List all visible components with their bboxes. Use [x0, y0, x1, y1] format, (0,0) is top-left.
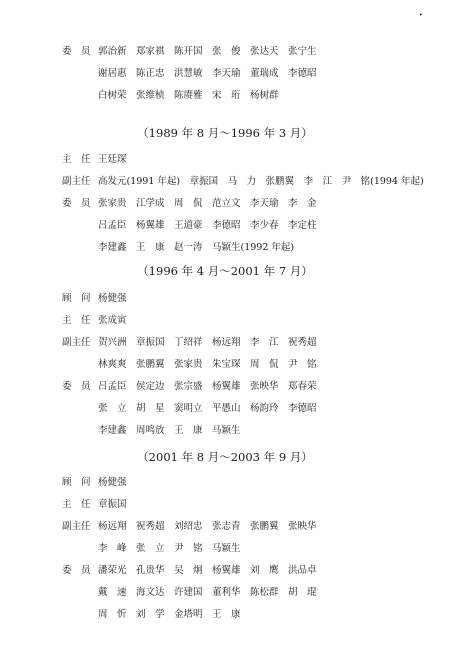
- name-line: 贺兴洲 章振国 丁绍祥 杨远翔 李 江 祝秀超: [98, 337, 317, 348]
- member-row: [62, 379, 442, 395]
- member-row: [62, 519, 442, 535]
- role-label: 副主任: [62, 337, 91, 348]
- role-label: 主 任: [62, 315, 91, 326]
- member-row: [62, 88, 442, 104]
- name-line: 吕孟臣 侯定边 张宗盛 杨翼雄 张映华 郑春荣: [98, 381, 317, 392]
- role-label: 副主任: [62, 176, 91, 187]
- member-row: [62, 475, 442, 491]
- name-line: 林爽爽 张鹏翼 张家贵 朱宝琛 周 侃 尹 铭: [98, 359, 317, 370]
- member-row: [62, 335, 442, 351]
- name-line: 章振国: [98, 499, 127, 510]
- name-line: 张 立 胡 星 窦明立 平愚山 杨韵玲 李德昭: [98, 403, 317, 414]
- member-row: [62, 563, 442, 579]
- role-label: 主 任: [62, 154, 91, 165]
- name-line: 杨健强: [98, 477, 127, 488]
- role-label: 主 任: [62, 499, 91, 510]
- name-line: 杨远翔 祝秀超 刘绍忠 张志青 张鹏翼 张映华: [98, 521, 317, 532]
- member-row: [62, 291, 442, 307]
- member-row: [62, 174, 442, 190]
- name-line: 白树荣 张维桢 陈赓雅 宋 珩 杨树群: [98, 90, 279, 101]
- name-line: 王廷琛: [98, 154, 127, 165]
- name-line: 杨健强: [98, 293, 127, 304]
- name-line: 郭治新 郑家祺 陈开国 张 俊 张达天 张宁生: [98, 46, 317, 57]
- member-row: [62, 44, 442, 60]
- name-line: 张家贵 江学成 周 侃 范立文 李天瑜 李 金: [98, 198, 317, 209]
- period-heading: （1989 年 8 月～1996 年 3 月）: [137, 126, 313, 140]
- member-row: [62, 313, 442, 329]
- member-row: [62, 541, 442, 557]
- member-row: [62, 152, 442, 168]
- period-heading: （1996 年 4 月～2001 年 7 月）: [137, 264, 313, 278]
- member-row: [62, 218, 442, 234]
- member-row: [62, 423, 442, 439]
- name-line: 李 峰 张 立 尹 铭 马颖生: [98, 543, 241, 554]
- name-line: 李建鑫 王 康 赵一涛 马颖生(1992 年起): [98, 242, 295, 253]
- period-heading: （2001 年 8 月～2003 年 9 月）: [137, 450, 313, 464]
- member-row: [62, 66, 442, 82]
- member-row: [62, 585, 442, 601]
- name-line: 潘荣光 孔贵华 吴 炯 杨翼雄 刘 鹰 洪品卓: [98, 565, 317, 576]
- role-label: 委 员: [62, 381, 91, 392]
- name-line: 吕孟臣 杨翼雄 王道豪 李德昭 李少春 李定柱: [98, 220, 317, 231]
- name-line: 周 忻 刘 学 金塔明 王 康: [98, 609, 241, 620]
- name-line: 高发元(1991 年起) 章振国 马 力 张鹏翼 李 江 尹 铭(1994 年起): [98, 176, 424, 187]
- corner-dot-mark: •: [419, 12, 423, 19]
- role-label: 委 员: [62, 565, 91, 576]
- member-row: [62, 357, 442, 373]
- member-row: [62, 607, 442, 623]
- name-line: 张成寅: [98, 315, 127, 326]
- role-label: 委 员: [62, 46, 91, 57]
- name-line: 李建鑫 周鸣放 王 康 马颖生: [98, 425, 241, 436]
- member-row: [62, 401, 442, 417]
- member-row: [62, 196, 442, 212]
- member-row: [62, 240, 442, 256]
- role-label: 顾 问: [62, 293, 91, 304]
- role-label: 顾 问: [62, 477, 91, 488]
- role-label: 副主任: [62, 521, 91, 532]
- name-line: 戴 速 海文达 许建国 董利华 陈松群 胡 琨: [98, 587, 317, 598]
- name-line: 谢居惠 陈正忠 洪慧敏 李天瑜 董瑞成 李德昭: [98, 68, 317, 79]
- role-label: 委 员: [62, 198, 91, 209]
- member-row: [62, 497, 442, 513]
